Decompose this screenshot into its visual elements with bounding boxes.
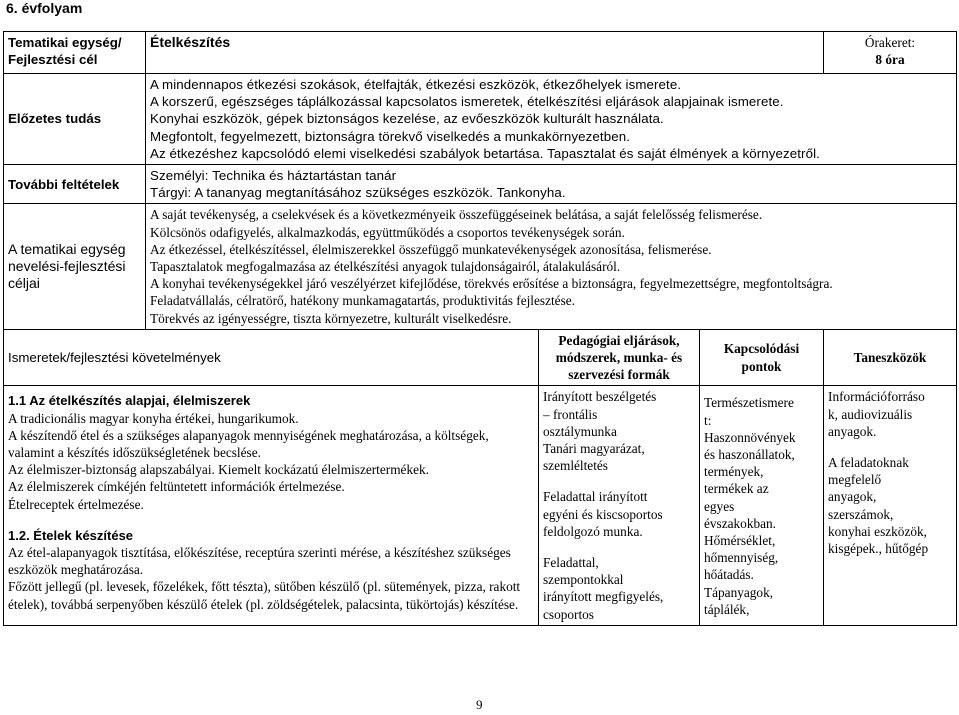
method-line: Tanári magyarázat,	[543, 441, 645, 457]
hours-value: 8 óra	[875, 52, 905, 68]
connection-line: Tápanyagok,	[704, 584, 774, 600]
requirement-line: A készítendő étel és a szükséges alapanyagok mennyiségének meghatározása, a költségek, valamint a készítés időszükségletének becslése.	[8, 427, 489, 461]
col-tools-header: Taneszközök	[824, 329, 957, 386]
goals-row	[4, 204, 957, 329]
prior-knowledge-label: Előzetes tudás	[4, 74, 146, 165]
requirement-line: A tradicionális magyar konyha értékei, hungarikumok.	[8, 410, 299, 426]
connection-line: hőmennyiség,	[704, 550, 779, 566]
connection-line: hőátadás.	[704, 567, 754, 583]
tool-line: anyagok.	[828, 423, 877, 439]
conditions-cell	[146, 165, 957, 204]
header-title-cell	[146, 32, 824, 74]
connection-line: Haszonnövények	[704, 429, 796, 445]
method-line: Feladattal,	[543, 555, 599, 571]
method-line: szempontokkal	[543, 572, 624, 588]
goals-cell	[146, 204, 957, 329]
section-title: 1.2. Ételek készítése	[8, 527, 134, 543]
method-line: Feladattal irányított	[543, 489, 648, 505]
grade-heading: 6. évfolyam	[6, 0, 83, 16]
connection-line: termékek az	[704, 481, 769, 497]
goals-label: A tematikai egység nevelési-fejlesztési céljai	[4, 204, 146, 329]
conditions-label: További feltételek	[4, 165, 146, 204]
goal-line: A saját tevékenység, a cselekvések és a következményeik összefüggéseinek belátása, a saját felelősség felismerése.	[150, 207, 763, 223]
connection-line: egyes	[704, 498, 735, 514]
prior-line: A mindennapos étkezési szokások, ételfajták, étkezési eszközök, étkezőhelyek ismerete.	[150, 77, 682, 92]
connection-line: Hőmérséklet,	[704, 533, 776, 549]
prior-knowledge-cell	[146, 74, 957, 165]
prior-line: Az étkezéshez kapcsolódó elemi viselkedési szabályok betartása. Tapasztalat és saját élmények a környezetről.	[150, 145, 820, 161]
method-line: irányított megfigyelés,	[543, 589, 664, 605]
section-title: 1.1 Az ételkészítés alapjai, élelmiszerek	[8, 393, 251, 409]
requirement-line: Az élelmiszer-biztonság alapszabályai. Kiemelt kockázatú élelmiszertermékek.	[8, 462, 429, 478]
method-line: csoportos	[543, 606, 594, 622]
connection-line: és haszonállatok,	[704, 447, 795, 463]
method-line: – frontális	[543, 406, 598, 422]
goal-line: A konyhai tevékenységekkel járó veszélyérzet kifejlődése, törekvés erősítése a biztonságra, fegyelmezettségre, megfontoltságra.	[150, 276, 833, 292]
prior-line: Konyhai eszközök, gépek biztonságos kezelése, az evőeszközök kulturált használata.	[150, 111, 664, 127]
method-line: Irányított beszélgetés	[543, 389, 657, 405]
prior-line: Megfontolt, fegyelmezett, biztonságra törekvő viselkedés a munkakörnyezetben.	[150, 128, 630, 144]
tool-line: szerszámok,	[828, 506, 894, 522]
tools-cell	[824, 386, 957, 625]
requirements-cell	[4, 386, 539, 625]
page-number: 9	[476, 697, 483, 712]
content-row	[4, 386, 957, 625]
connection-line: termények,	[704, 464, 764, 480]
goal-line: Tapasztalatok megfogalmazása az ételkészítési anyagok tulajdonságairól, átalakulásáról.	[150, 259, 621, 275]
requirement-line: Ételreceptek értelmezése.	[8, 496, 144, 512]
col-requirements-header: Ismeretek/fejlesztési követelmények	[4, 329, 539, 386]
condition-line: Személyi: Technika és háztartástan tanár	[150, 168, 397, 184]
tool-line: k, audiovizuális	[828, 406, 913, 422]
goal-line: Kölcsönös odafigyelés, alkalmazkodás, együttműködés a csoportos tevékenységek során.	[150, 224, 625, 240]
conditions-row	[4, 165, 957, 204]
header-label: Tematikai egység/ Fejlesztési cél	[4, 32, 146, 74]
unit-title: Ételkészítés	[150, 34, 231, 50]
goal-line: Törekvés az igényességre, tiszta környezetre, kulturált viselkedésre.	[150, 310, 512, 326]
tool-line: megfelelő	[828, 472, 882, 488]
tool-line: kisgépek., hűtőgép	[828, 541, 929, 557]
connection-line: Természetismere	[704, 395, 794, 411]
goal-line: Feladatvállalás, célratörő, hatékony munkamagatartás, produktivitás fejlesztése.	[150, 293, 575, 309]
prior-knowledge-row	[4, 74, 957, 165]
hours-label: Órakeret:	[864, 35, 916, 50]
col-methods-header: Pedagógiai eljárások, módszerek, munka- és szervezési formák	[539, 329, 700, 386]
requirement-line: Az étel-alapanyagok tisztítása, előkészítése, receptúra szerinti mérése, a készítéshez szükséges eszközök meghatározása.	[8, 545, 511, 578]
connection-line: táplálék,	[704, 601, 750, 617]
requirement-line: Főzött jellegű (pl. levesek, főzelékek, főtt tészta), sütőben készülő (pl. sütemények, pizza, rakott ételek), továbbá serpenyőben készülő ételek (pl. zöldségételek, palacsinta, tükörtojás) készítése.	[8, 579, 521, 612]
hours-cell	[824, 32, 957, 74]
method-line: osztálymunka	[543, 423, 617, 439]
col-connections-header: Kapcsolódási pontok	[700, 329, 824, 386]
curriculum-table	[3, 31, 957, 626]
connections-cell	[700, 386, 824, 625]
tool-line: A feladatoknak	[828, 455, 909, 471]
connection-line: t:	[704, 412, 712, 428]
method-line: feldolgozó munka.	[543, 523, 643, 539]
tool-line: Információforráso	[828, 389, 925, 405]
tool-line: anyagok,	[828, 489, 877, 505]
prior-line: A korszerű, egészséges táplálkozással kapcsolatos ismeretek, ételkészítési eljárások alapjainak ismerete.	[150, 94, 784, 110]
connection-line: évszakokban.	[704, 515, 776, 531]
tool-line: konyhai eszközök,	[828, 523, 927, 539]
methods-cell	[539, 386, 700, 625]
goal-line: Az étkezéssel, ételkészítéssel, élelmiszerekkel összefüggő munkatevékenységek azonosítása, felismerése.	[150, 241, 712, 257]
method-line: szemléltetés	[543, 458, 608, 474]
condition-line: Tárgyi: A tananyag megtanításához szükséges eszközök. Tankonyha.	[150, 185, 566, 201]
method-line: egyéni és kiscsoportos	[543, 506, 663, 522]
column-header-row	[4, 329, 957, 386]
requirement-line: Az élelmiszerek címkéjén feltüntetett információk értelmezése.	[8, 479, 345, 495]
header-row	[4, 32, 957, 74]
